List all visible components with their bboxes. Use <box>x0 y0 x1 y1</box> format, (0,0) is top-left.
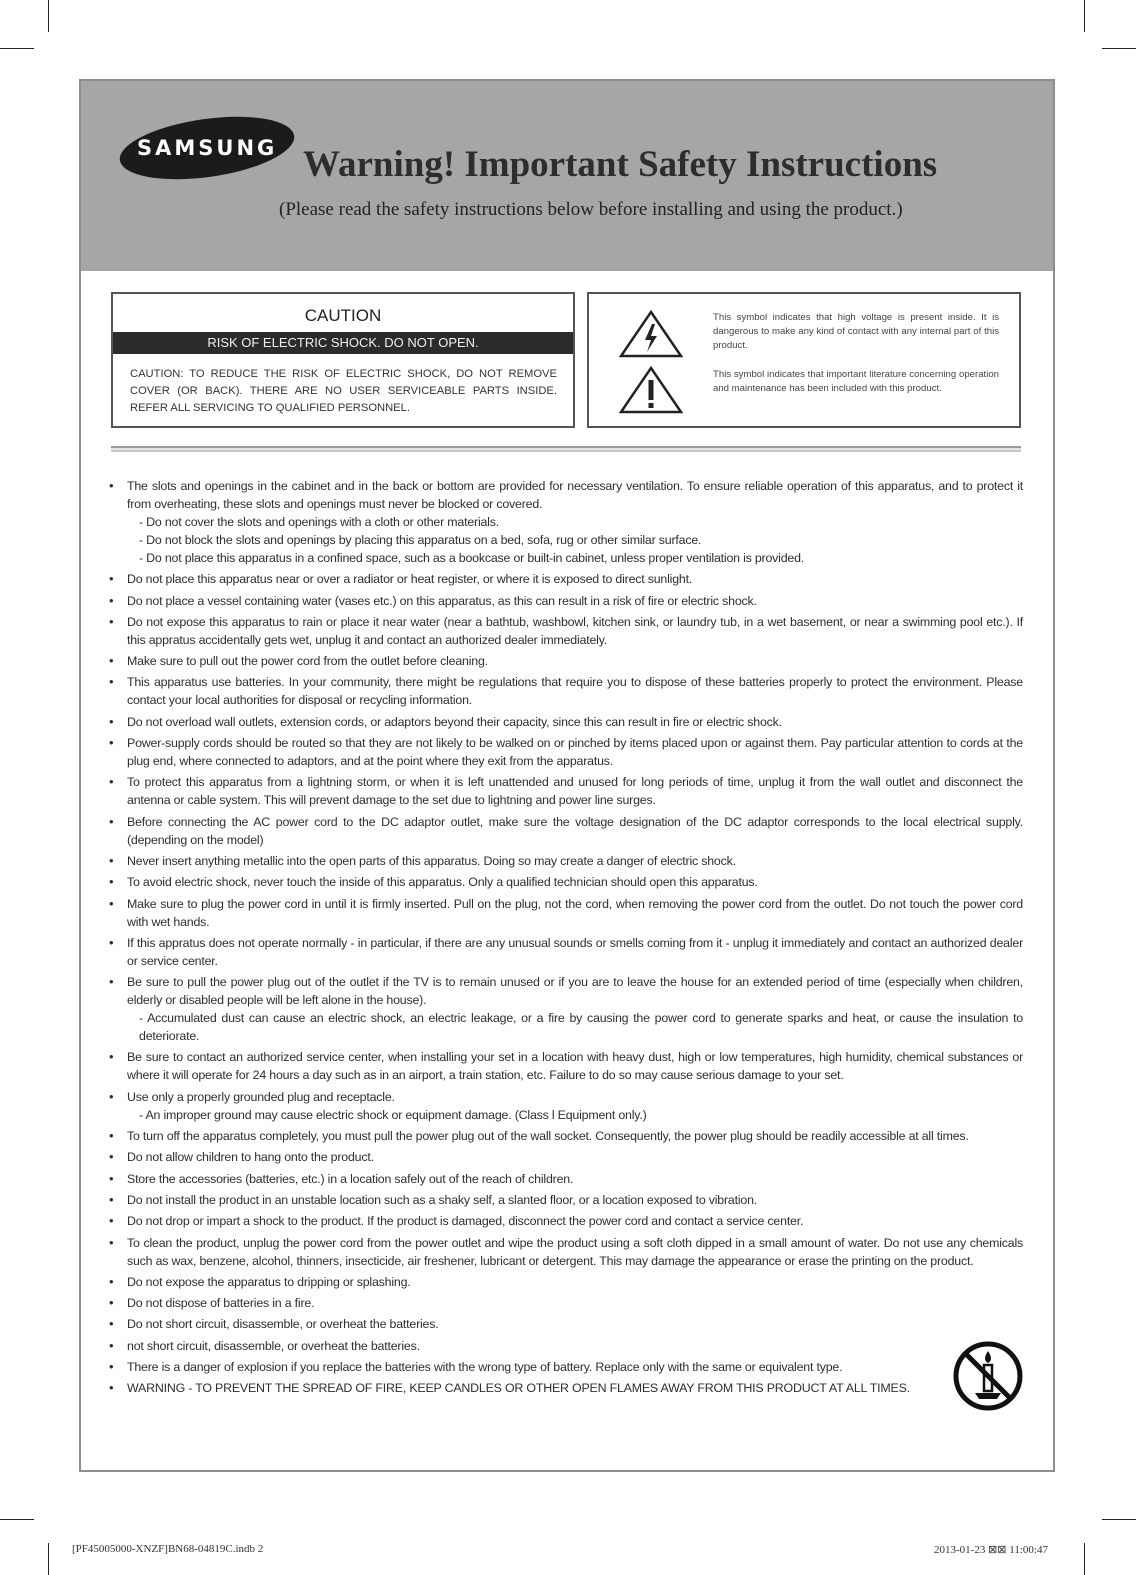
page-subtitle: (Please read the safety instructions below before installing and using the product.) <box>279 199 903 220</box>
instruction-text: Do not drop or impart a shock to the product. If the product is damaged, disconnect the power cord and contact a service center. <box>127 1214 804 1229</box>
instruction-item <box>107 873 1023 891</box>
lightning-triangle-icon <box>619 310 683 358</box>
crop-mark <box>1084 0 1085 32</box>
instruction-item <box>107 1148 1023 1166</box>
instruction-item <box>107 1379 1023 1397</box>
instruction-item <box>107 1088 1023 1124</box>
instruction-subitem: - Do not place this apparatus in a confined space, such as a bookcase or built-in cabinet, unless proper ventilation is provided. <box>139 551 805 565</box>
instruction-item <box>107 1127 1023 1145</box>
instruction-item <box>107 713 1023 731</box>
instruction-text: Store the accessories (batteries, etc.) in a location safely out of the reach of children. <box>127 1171 574 1186</box>
crop-mark <box>0 48 34 49</box>
instruction-item <box>107 1212 1023 1230</box>
page-title: Warning! Important Safety Instructions <box>303 144 938 185</box>
safety-page-frame <box>79 79 1055 1472</box>
symbol-legend-box <box>587 292 1021 428</box>
section-divider <box>111 446 1021 452</box>
instruction-item <box>107 1191 1023 1209</box>
instruction-text: Do not expose the apparatus to dripping or splashing. <box>127 1274 411 1289</box>
voltage-symbol-text: This symbol indicates that high voltage is present inside. It is dangerous to make any kind of contact with any internal part of this product. <box>713 312 999 351</box>
instruction-item <box>107 1234 1023 1270</box>
instruction-text: Do not short circuit, disassemble, or overheat the batteries. <box>127 1317 439 1332</box>
instruction-text: Do not overload wall outlets, extension cords, or adaptors beyond their capacity, since this can result in fire or electric shock. <box>127 714 782 729</box>
instruction-subitem: - Do not cover the slots and openings with a cloth or other materials. <box>139 515 499 529</box>
safety-instructions-list <box>107 477 1023 1401</box>
instruction-text: There is a danger of explosion if you replace the batteries with the wrong type of battery. Replace only with the same or equivalent type. <box>127 1360 843 1375</box>
instruction-text: Use only a properly grounded plug and receptacle. <box>127 1089 395 1104</box>
crop-mark <box>48 1543 49 1575</box>
header-band <box>81 81 1053 271</box>
instruction-item <box>107 895 1023 931</box>
instruction-item <box>107 652 1023 670</box>
logo-text: SAMSUNG <box>136 136 278 161</box>
samsung-logo <box>116 107 298 189</box>
footer-timestamp: 2013-01-23 ⊠⊠ 11:00:47 <box>934 1544 1048 1556</box>
instruction-text: Be sure to pull the power plug out of the outlet if the TV is to remain unused or if you are to leave the house for an extended period of time (especially when children, elderly or disabled people will be left alone in the house). <box>127 975 1023 1008</box>
caution-risk-bar: RISK OF ELECTRIC SHOCK. DO NOT OPEN. <box>113 332 573 354</box>
instruction-subitem: - Accumulated dust can cause an electric shock, an electric leakage, or a fire by causing the power cord to generate sparks and heat, or cause the insulation to deteriorate. <box>139 1011 1023 1044</box>
instruction-text: Before connecting the AC power cord to the DC adaptor outlet, make sure the voltage designation of the DC adaptor corresponds to the local electrical supply. (depending on the model) <box>127 814 1023 847</box>
instruction-item <box>107 1358 1023 1376</box>
instruction-item <box>107 673 1023 709</box>
instruction-text: Do not expose this apparatus to rain or place it near water (near a bathtub, washbowl, kitchen sink, or laundry tub, in a wet basement, or near a swimming pool etc.). If this appratus accidentally gets wet, unplug it and contact an authorized dealer immediately. <box>127 614 1023 647</box>
instruction-item <box>107 1294 1023 1312</box>
instruction-text: Do not dispose of batteries in a fire. <box>127 1296 315 1311</box>
caution-box <box>111 292 575 428</box>
instruction-text: The slots and openings in the cabinet and in the back or bottom are provided for necessary ventilation. To ensure reliable operation of this apparatus, and to protect it from overheating, these slots and openings must never be blocked or covered. <box>127 479 1023 511</box>
instruction-item <box>107 1048 1023 1084</box>
caution-title: CAUTION <box>304 306 382 325</box>
instruction-item <box>107 813 1023 849</box>
instruction-text: To protect this apparatus from a lightning storm, or when it is left unattended and unused for long periods of time, unplug it from the wall outlet and disconnect the antenna or cable system. This will prevent damage to the set due to lightning and power line surges. <box>127 775 1023 808</box>
caution-text: CAUTION: TO REDUCE THE RISK OF ELECTRIC SHOCK, DO NOT REMOVE COVER (OR BACK). THERE ARE NO USER SERVICEABLE PARTS INSIDE. REFER ALL SERVICING TO QUALIFIED PERSONNEL. <box>130 368 557 414</box>
crop-mark <box>1102 48 1136 49</box>
instruction-text: WARNING - TO PREVENT THE SPREAD OF FIRE, KEEP CANDLES OR OTHER OPEN FLAMES AWAY FROM THIS PRODUCT AT ALL TIMES. <box>127 1381 910 1396</box>
instruction-text: Never insert anything metallic into the open parts of this apparatus. Doing so may create a danger of electric shock. <box>127 853 736 868</box>
instruction-item <box>107 1315 1023 1333</box>
instruction-item <box>107 477 1023 567</box>
instruction-text: Make sure to pull out the power cord from the outlet before cleaning. <box>127 654 488 669</box>
instruction-text: To avoid electric shock, never touch the inside of this apparatus. Only a qualified technician should open this apparatus. <box>127 875 758 890</box>
crop-mark <box>48 0 49 32</box>
instruction-text: Do not install the product in an unstable location such as a shaky self, a slanted floor, or a location exposed to vibration. <box>127 1192 758 1207</box>
instruction-text: Do not place a vessel containing water (vases etc.) on this apparatus, as this can result in a risk of fire or electric shock. <box>127 593 757 608</box>
instruction-text: To turn off the apparatus completely, you must pull the power plug out of the wall socket. Consequently, the power plug should be readily accessible at all times. <box>127 1129 969 1144</box>
instruction-text: not short circuit, disassemble, or overheat the batteries. <box>127 1338 420 1353</box>
instruction-item <box>107 613 1023 649</box>
crop-mark <box>0 1519 34 1520</box>
instruction-text: Do not place this apparatus near or over a radiator or heat register, or where it is exposed to direct sunlight. <box>127 572 693 587</box>
instruction-item <box>107 773 1023 809</box>
instruction-text: Power-supply cords should be routed so that they are not likely to be walked on or pinched by items placed upon or against them. Pay particular attention to cords at the plug end, where connected to adaptors, and at the point where they exit from the apparatus. <box>127 736 1023 769</box>
exclamation-triangle-icon <box>619 366 683 414</box>
instruction-item <box>107 592 1023 610</box>
footer-file-info: [PF45005000-XNZF]BN68-04819C.indb 2 <box>72 1543 264 1555</box>
instruction-text: To clean the product, unplug the power cord from the power outlet and wipe the product using a soft cloth dipped in a small amount of water. Do not use any chemicals such as wax, benzene, alcohol, thinners, insecticide, air freshener, lubricant or detergent. This may damage the appearance or erase the printing on the product. <box>127 1235 1023 1268</box>
crop-mark <box>1084 1543 1085 1575</box>
instruction-text: Do not allow children to hang onto the product. <box>127 1150 374 1165</box>
instruction-item <box>107 1170 1023 1188</box>
no-open-flame-icon <box>951 1339 1025 1413</box>
instruction-text: This apparatus use batteries. In your community, there might be regulations that require you to dispose of these batteries properly to protect the environment. Please contact your local authorities for disposal or recycling information. <box>127 675 1023 708</box>
instruction-item <box>107 934 1023 970</box>
instruction-item <box>107 852 1023 870</box>
instruction-text: Make sure to plug the power cord in until it is firmly inserted. Pull on the plug, not the cord, when removing the power cord from the outlet. Do not touch the power cord with wet hands. <box>127 896 1023 929</box>
instruction-subitem: - Do not block the slots and openings by placing this apparatus on a bed, sofa, rug or other similar surface. <box>139 533 702 547</box>
instruction-item <box>107 734 1023 770</box>
instruction-item <box>107 1337 1023 1355</box>
instruction-subitem: - An improper ground may cause electric shock or equipment damage. (Class l Equipment only.) <box>139 1107 647 1122</box>
instruction-item <box>107 570 1023 588</box>
instruction-item <box>107 1273 1023 1291</box>
literature-symbol-text: This symbol indicates that important literature concerning operation and maintenance has been included with this product. <box>713 369 999 394</box>
instruction-text: If this appratus does not operate normally - in particular, if there are any unusual sounds or smells coming from it - unplug it immediately and contact an authorized dealer or service center. <box>127 935 1023 968</box>
instruction-text: Be sure to contact an authorized service center, when installing your set in a location with heavy dust, high or low temperatures, high humidity, chemical substances or where it will operate for 24 hours a day such as in an airport, a train station, etc. Failure to do so may cause serious damage to your set. <box>127 1050 1023 1083</box>
crop-mark <box>1102 1519 1136 1520</box>
instruction-item <box>107 973 1023 1045</box>
